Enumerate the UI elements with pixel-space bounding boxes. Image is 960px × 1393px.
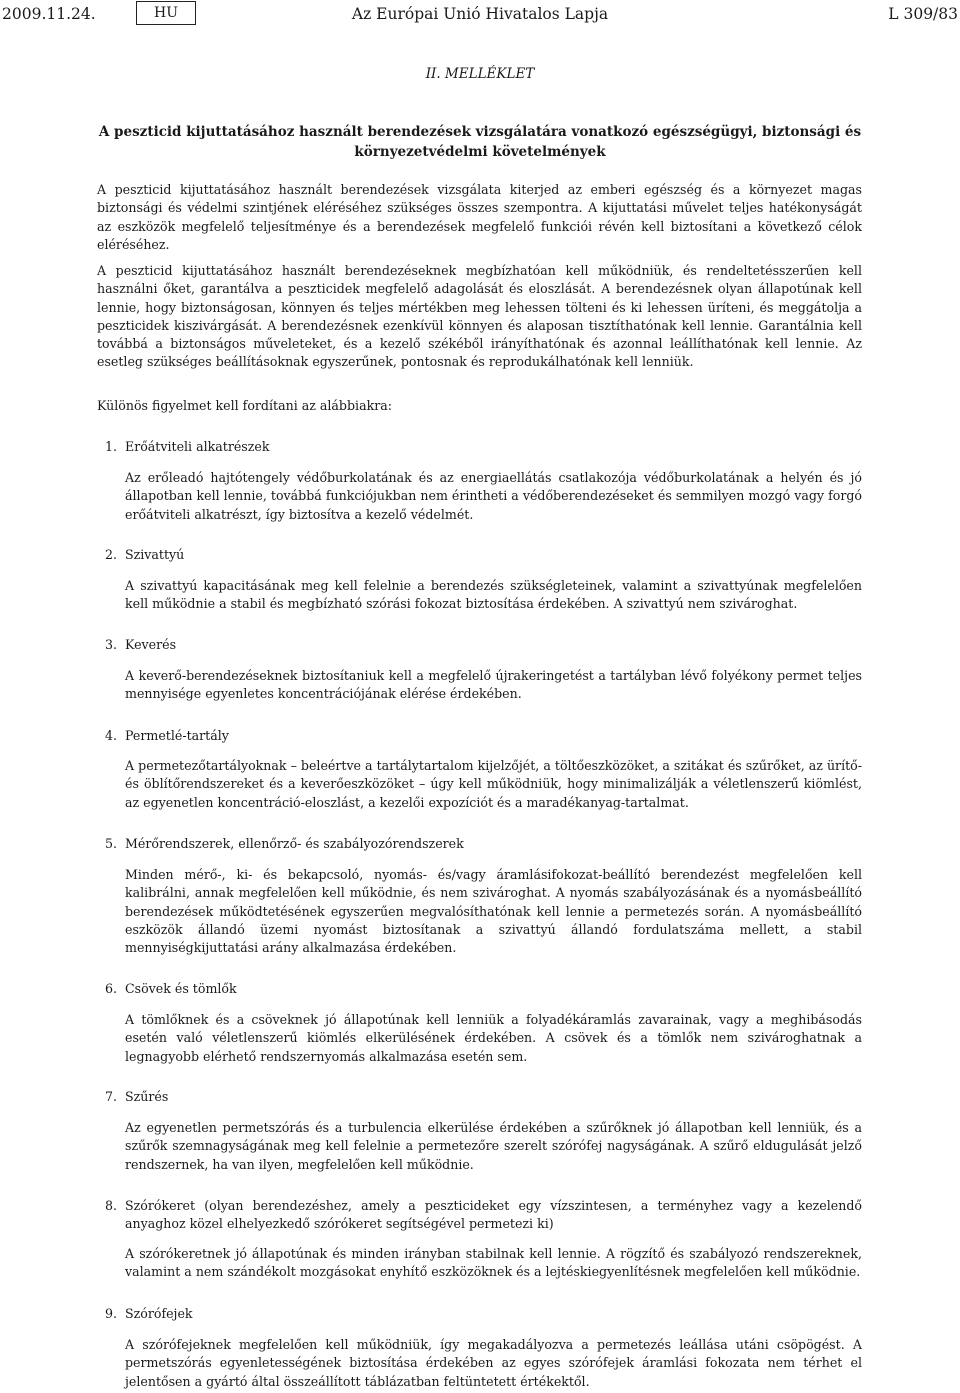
section-title: Permetlé-tartály <box>125 728 229 743</box>
section-title: Erőátviteli alkatrészek <box>125 439 270 454</box>
section-paragraph: Az egyenetlen permetszórás és a turbulencia elkerülése érdekében a szűrőknek jó állapotban kell lenniük, és a szűrők szemnagyságának meg kell felelnie a permetezőre szerelt szórófej nagyságának. A szűrő eldugulását jelző rendszernek, ha van ilyen, megfelelően kell működnie. <box>125 1120 862 1172</box>
section-paragraph: A tömlőknek és a csöveknek jó állapotúnak kell lenniük a folyadékáramlás zavarainak, vagy a meghibásodás esetén való véletlenszerű kiömlés elkerülésének érdekében. A csövek és a tömlők nem szivároghatnak a legnagyobb elérhető rendszernyomás alkalmazása esetén sem. <box>125 1012 862 1064</box>
section-heading <box>105 636 862 654</box>
section-heading <box>105 1088 862 1106</box>
section-number: 7. <box>105 1089 118 1104</box>
section-number: 1. <box>105 439 118 454</box>
document-title: A peszticid kijuttatásához használt berendezések vizsgálatára vonatkozó egészségügyi, biztonsági és környezetvédelmi követelmények <box>98 124 862 160</box>
section-paragraph: A permetezőtartályoknak – beleértve a tartálytartalom kijelzőjét, a töltőeszközöket, a szitákat és szűrőket, az ürítő- és öblítőrendszereket és a keverőeszközöket – úgy kell működniük, hogy minimalizálják a véletlenszerű kiömlést, az egyenetlen koncentráció-eloszlást, a kezelői expozíciót és a maradékanyag-tartalmat. <box>125 758 862 810</box>
section-paragraph: Az erőleadó hajtótengely védőburkolatának és az energiaellátás csatlakozója védőburkolatának a helyén és jó állapotban kell lennie, továbbá funkciójukban nem érintheti a védőberendezéseket és semmilyen mozgó vagy forgó erőátviteli alkatrészt, így biztosítva a kezelő védelmét. <box>125 470 862 522</box>
journal-title: Az Európai Unió Hivatalos Lapja <box>351 5 609 23</box>
section-heading <box>105 980 862 998</box>
section-number: 9. <box>105 1306 118 1321</box>
section-heading <box>105 1197 862 1234</box>
page-reference: L 309/83 <box>888 5 958 23</box>
intro-paragraph: A peszticid kijuttatásához használt berendezéseknek megbízhatóan kell működniük, és rendeltetésszerűen kell használni őket, garantálva a peszticidek megfelelő adagolását és eloszlását. A berendezésnek olyan állapotúnak kell lennie, hogy biztonságosan, könnyen és teljes mértékben meg lehessen tölteni és ki lehessen üríteni, és meggátolja a peszticidek kiszivárgását. A berendezésnek ezenkívül könnyen és alaposan tisztíthatónak kell lennie. Garantálnia kell továbbá a biztonságos műveleteket, és a kezelő székéből irányíthatónak és azonnal leállíthatónak kell lennie. Az esetleg szükséges beállításoknak egyszerűnek, pontosnak és reprodukálhatónak kell lenniük. <box>97 263 862 370</box>
annex-label: II. MELLÉKLET <box>425 66 535 82</box>
section-number: 4. <box>105 728 118 743</box>
section-title: Szivattyú <box>125 547 185 562</box>
intro-paragraph: A peszticid kijuttatásához használt berendezések vizsgálata kiterjed az emberi egészség és a környezet magas biztonsági és védelmi szintjének eléréséhez szükséges összes szempontra. A kijuttatási művelet teljes hatékonyságát az eszközök megfelelő teljesítménye és a berendezések megfelelő funkciói révén kell biztosítani a következő célok eléréséhez. <box>97 182 862 252</box>
section-title: Szórófejek <box>125 1306 193 1321</box>
journal-header <box>0 0 960 30</box>
section-paragraph: A szivattyú kapacitásának meg kell felelnie a berendezés szükségleteinek, valamint a szivattyúnak megfelelően kell működnie a stabil és megbízható szórási fokozat biztosítása érdekében. A szivattyú nem szivároghat. <box>125 578 862 612</box>
section-heading <box>105 546 862 564</box>
section-paragraph: A szórókeretnek jó állapotúnak és minden irányban stabilnak kell lennie. A rögzítő és szabályozó rendszereknek, valamint a nem szándékolt mozgásokat enyhítő eszközöknek és a lejtéskiegyenlítésnek megfelelően kell működnie. <box>125 1246 862 1280</box>
language-badge: HU <box>136 1 196 25</box>
section-paragraph: Minden mérő-, ki- és bekapcsoló, nyomás- és/vagy áramlásifokozat-beállító berendezést megfelelően kell kalibrálni, annak megfelelően kell működnie, és nem szivároghat. A nyomás szabályozásának és a nyomásbeállító berendezések működtetésének egyszerűen megvalósíthatónak kell lennie a permetezés során. A nyomásbeállító eszközök állandó üzemi nyomást biztosítanak a szivattyú állandó fordulatszáma mellett, a stabil mennyiségkijuttatási arány alkalmazása érdekében. <box>125 867 862 956</box>
section-title: Szűrés <box>125 1089 169 1104</box>
section-title: Mérőrendszerek, ellenőrző- és szabályozórendszerek <box>125 836 464 851</box>
section-number: 2. <box>105 547 118 562</box>
section-heading <box>105 727 862 745</box>
section-number: 3. <box>105 637 118 652</box>
section-paragraph: A keverő-berendezéseknek biztosítaniuk kell a megfelelő újrakeringetést a tartályban lévő folyékony permet teljes mennyisége egyenletes koncentrációjának elérése érdekében. <box>125 668 862 702</box>
section-heading <box>105 835 862 853</box>
section-heading <box>105 438 862 456</box>
section-number: 8. <box>105 1198 118 1213</box>
section-title: Csövek és tömlők <box>125 981 237 996</box>
section-heading <box>105 1305 862 1323</box>
section-title: Keverés <box>125 637 177 652</box>
section-number: 5. <box>105 836 118 851</box>
section-number: 6. <box>105 981 118 996</box>
intro-paragraph: Különös figyelmet kell fordítani az alábbiakra: <box>97 398 392 413</box>
publication-date: 2009.11.24. <box>2 5 96 23</box>
section-title: Szórókeret (olyan berendezéshez, amely a peszticideket egy vízszintesen, a terményhez vagy a kezelendő anyaghoz közel elhelyezkedő szórókeret segítségével permetezi ki) <box>125 1198 862 1232</box>
section-paragraph: A szórófejeknek megfelelően kell működniük, így megakadályozva a permetezés leállása utáni csöpögést. A permetszórás egyenletességének biztosítása érdekében az egyes szórófejek áramlási fokozata nem térhet el jelentősen a gyártó által összeállított táblázatban feltüntetett értékektől. <box>125 1337 862 1389</box>
